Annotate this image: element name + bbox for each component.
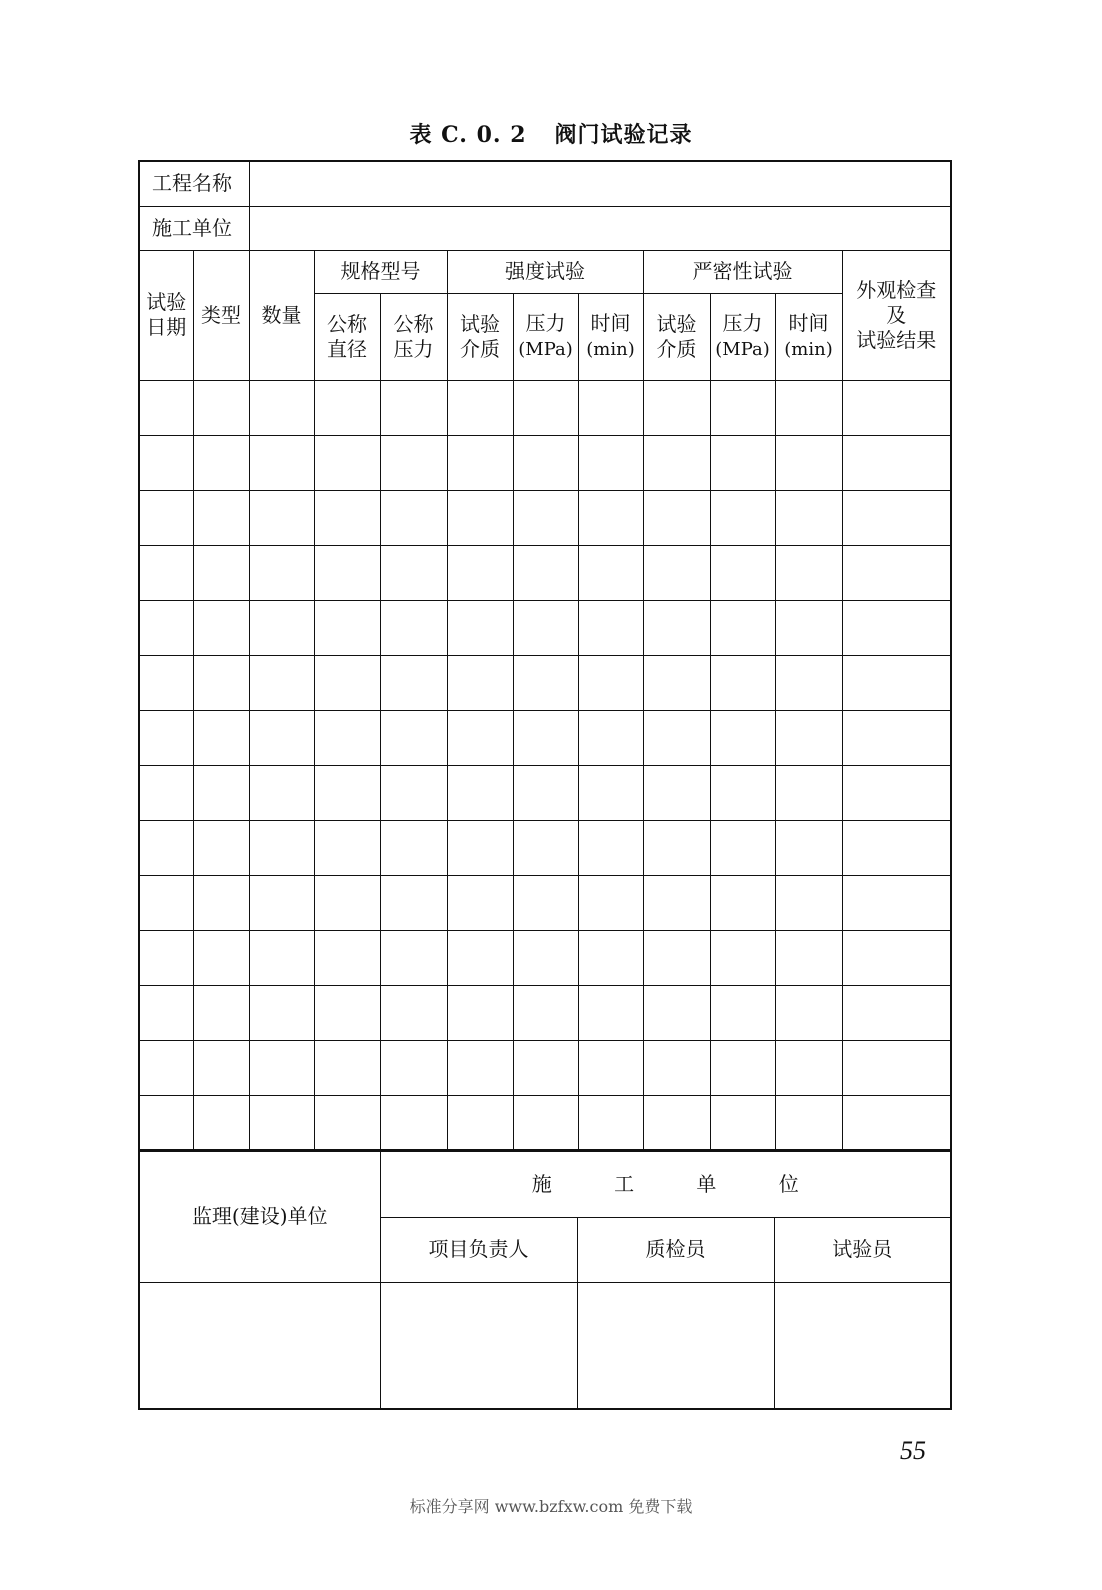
- table-row: [139, 875, 951, 930]
- table-cell[interactable]: [193, 765, 249, 820]
- header-tightness-medium: 试验 介质: [643, 293, 710, 380]
- table-cell[interactable]: [842, 710, 951, 765]
- table-cell[interactable]: [643, 930, 710, 985]
- header-nominal-pressure: 公称 压力: [380, 293, 447, 380]
- table-cell[interactable]: [513, 655, 578, 710]
- table-cell[interactable]: [842, 820, 951, 875]
- table-cell[interactable]: [643, 545, 710, 600]
- table-cell[interactable]: [578, 380, 643, 435]
- project-manager-label: 项目负责人: [380, 1217, 577, 1282]
- table-cell[interactable]: [775, 710, 842, 765]
- table-cell[interactable]: [578, 875, 643, 930]
- table-cell[interactable]: [314, 655, 380, 710]
- header-tightness-time: 时间 (min): [775, 293, 842, 380]
- table-cell[interactable]: [710, 985, 775, 1040]
- table-cell[interactable]: [578, 710, 643, 765]
- header-tightness-test: 严密性试验: [643, 250, 842, 293]
- table-cell[interactable]: [249, 765, 314, 820]
- supervision-unit-label: 监理(建设)单位: [139, 1151, 380, 1282]
- table-cell[interactable]: [314, 1040, 380, 1095]
- table-row: [139, 930, 951, 985]
- table-cell[interactable]: [139, 820, 193, 875]
- table-cell[interactable]: [193, 930, 249, 985]
- table-cell[interactable]: [513, 710, 578, 765]
- table-cell[interactable]: [249, 435, 314, 490]
- table-cell[interactable]: [710, 435, 775, 490]
- header-tightness-pressure: 压力 (MPa): [710, 293, 775, 380]
- table-cell[interactable]: [643, 985, 710, 1040]
- table-cell[interactable]: [380, 380, 447, 435]
- table-cell[interactable]: [447, 820, 513, 875]
- table-cell[interactable]: [380, 765, 447, 820]
- table-cell[interactable]: [193, 490, 249, 545]
- table-cell[interactable]: [249, 930, 314, 985]
- table-cell[interactable]: [193, 545, 249, 600]
- table-cell[interactable]: [193, 380, 249, 435]
- construction-unit-label: 施工单位: [139, 206, 249, 250]
- table-cell[interactable]: [643, 490, 710, 545]
- table-cell[interactable]: [193, 600, 249, 655]
- signature-table: [138, 1150, 952, 1410]
- table-cell[interactable]: [249, 655, 314, 710]
- table-cell[interactable]: [249, 1095, 314, 1150]
- table-cell[interactable]: [193, 985, 249, 1040]
- table-cell[interactable]: [643, 875, 710, 930]
- table-cell[interactable]: [578, 545, 643, 600]
- table-cell[interactable]: [314, 490, 380, 545]
- project-name-row: [139, 161, 951, 206]
- table-cell[interactable]: [643, 820, 710, 875]
- table-cell[interactable]: [193, 820, 249, 875]
- table-cell[interactable]: [513, 765, 578, 820]
- quality-inspector-signature-cell[interactable]: [577, 1282, 774, 1409]
- project-name-value[interactable]: [249, 161, 951, 206]
- table-row: [139, 435, 951, 490]
- table-cell[interactable]: [578, 930, 643, 985]
- table-cell[interactable]: [710, 765, 775, 820]
- table-cell[interactable]: [513, 380, 578, 435]
- table-cell[interactable]: [447, 710, 513, 765]
- table-cell[interactable]: [513, 600, 578, 655]
- table-cell[interactable]: [643, 710, 710, 765]
- table-name: 阀门试验记录: [554, 122, 693, 148]
- table-row: [139, 380, 951, 435]
- table-cell[interactable]: [193, 1040, 249, 1095]
- footer-watermark: 标准分享网 www.bzfxw.com 免费下载: [409, 1497, 693, 1516]
- table-cell[interactable]: [380, 710, 447, 765]
- valve-test-table: [138, 160, 952, 1151]
- header-strength-medium: 试验 介质: [447, 293, 513, 380]
- table-cell[interactable]: [139, 435, 193, 490]
- table-cell[interactable]: [578, 765, 643, 820]
- table-cell[interactable]: [643, 1040, 710, 1095]
- table-cell[interactable]: [842, 1095, 951, 1150]
- table-cell[interactable]: [775, 490, 842, 545]
- header-test-date: 试验 日期: [139, 250, 193, 380]
- header-strength-time: 时间 (min): [578, 293, 643, 380]
- table-cell[interactable]: [775, 985, 842, 1040]
- supervision-signature-cell[interactable]: [139, 1282, 380, 1409]
- table-cell[interactable]: [380, 600, 447, 655]
- table-cell[interactable]: [710, 820, 775, 875]
- table-cell[interactable]: [842, 435, 951, 490]
- table-cell[interactable]: [249, 490, 314, 545]
- table-row: [139, 490, 951, 545]
- table-cell[interactable]: [139, 765, 193, 820]
- table-cell[interactable]: [447, 1040, 513, 1095]
- table-cell[interactable]: [249, 1040, 314, 1095]
- table-cell[interactable]: [249, 600, 314, 655]
- table-cell[interactable]: [314, 545, 380, 600]
- table-cell[interactable]: [447, 655, 513, 710]
- table-cell[interactable]: [842, 1040, 951, 1095]
- table-cell[interactable]: [314, 1095, 380, 1150]
- table-cell[interactable]: [380, 820, 447, 875]
- table-cell[interactable]: [447, 875, 513, 930]
- table-cell[interactable]: [775, 930, 842, 985]
- table-cell[interactable]: [842, 875, 951, 930]
- table-row: [139, 765, 951, 820]
- tester-label: 试验员: [774, 1217, 951, 1282]
- table-cell[interactable]: [643, 765, 710, 820]
- header-strength-test: 强度试验: [447, 250, 643, 293]
- table-cell[interactable]: [513, 930, 578, 985]
- table-cell[interactable]: [314, 600, 380, 655]
- table-row: [139, 545, 951, 600]
- table-cell[interactable]: [380, 435, 447, 490]
- table-cell[interactable]: [139, 930, 193, 985]
- table-row: [139, 985, 951, 1040]
- table-code: 表 C. 0. 2: [409, 122, 527, 148]
- construction-unit-heading: 施 工 单 位: [380, 1151, 951, 1217]
- table-cell[interactable]: [775, 380, 842, 435]
- table-cell[interactable]: [139, 545, 193, 600]
- table-cell[interactable]: [513, 820, 578, 875]
- quality-inspector-label: 质检员: [577, 1217, 774, 1282]
- table-cell[interactable]: [578, 1040, 643, 1095]
- header-nominal-diameter: 公称 直径: [314, 293, 380, 380]
- table-cell[interactable]: [380, 1095, 447, 1150]
- table-cell[interactable]: [249, 710, 314, 765]
- table-cell[interactable]: [578, 820, 643, 875]
- table-cell[interactable]: [710, 1095, 775, 1150]
- header-quantity: 数量: [249, 250, 314, 380]
- table-row: [139, 655, 951, 710]
- page-title: [0, 118, 1102, 149]
- table-cell[interactable]: [139, 380, 193, 435]
- table-cell[interactable]: [775, 1040, 842, 1095]
- table-cell[interactable]: [249, 820, 314, 875]
- table-cell[interactable]: [842, 655, 951, 710]
- table-cell[interactable]: [139, 710, 193, 765]
- table-cell[interactable]: [193, 875, 249, 930]
- table-cell[interactable]: [380, 545, 447, 600]
- tester-signature-cell[interactable]: [774, 1282, 951, 1409]
- table-cell[interactable]: [139, 1040, 193, 1095]
- table-cell[interactable]: [710, 490, 775, 545]
- table-cell[interactable]: [643, 655, 710, 710]
- table-cell[interactable]: [447, 435, 513, 490]
- table-cell[interactable]: [380, 985, 447, 1040]
- table-row: [139, 600, 951, 655]
- table-cell[interactable]: [314, 710, 380, 765]
- header-appearance: 外观检查 及 试验结果: [842, 250, 951, 380]
- header-spec-model: 规格型号: [314, 250, 447, 293]
- table-cell[interactable]: [380, 930, 447, 985]
- table-cell[interactable]: [193, 710, 249, 765]
- table-cell[interactable]: [447, 545, 513, 600]
- table-cell[interactable]: [842, 490, 951, 545]
- table-cell[interactable]: [710, 1040, 775, 1095]
- construction-unit-row: [139, 206, 951, 250]
- construction-unit-value[interactable]: [249, 206, 951, 250]
- table-cell[interactable]: [314, 435, 380, 490]
- table-row: [139, 710, 951, 765]
- table-cell[interactable]: [447, 765, 513, 820]
- table-cell[interactable]: [710, 545, 775, 600]
- table-cell[interactable]: [447, 380, 513, 435]
- table-cell[interactable]: [380, 875, 447, 930]
- table-cell[interactable]: [193, 435, 249, 490]
- project-name-label: 工程名称: [139, 161, 249, 206]
- project-manager-signature-cell[interactable]: [380, 1282, 577, 1409]
- page-number: 55: [900, 1436, 926, 1465]
- table-cell[interactable]: [578, 600, 643, 655]
- table-cell[interactable]: [139, 1095, 193, 1150]
- table-row: [139, 1040, 951, 1095]
- table-cell[interactable]: [775, 1095, 842, 1150]
- table-cell[interactable]: [193, 655, 249, 710]
- table-cell[interactable]: [513, 985, 578, 1040]
- table-cell[interactable]: [139, 490, 193, 545]
- table-cell[interactable]: [775, 655, 842, 710]
- table-cell[interactable]: [447, 490, 513, 545]
- table-cell[interactable]: [249, 380, 314, 435]
- table-cell[interactable]: [643, 1095, 710, 1150]
- header-type: 类型: [193, 250, 249, 380]
- table-cell[interactable]: [775, 875, 842, 930]
- table-cell[interactable]: [710, 655, 775, 710]
- table-cell[interactable]: [513, 490, 578, 545]
- table-cell[interactable]: [249, 985, 314, 1040]
- table-cell[interactable]: [314, 820, 380, 875]
- table-cell[interactable]: [314, 765, 380, 820]
- table-cell[interactable]: [842, 545, 951, 600]
- table-cell[interactable]: [513, 435, 578, 490]
- table-cell[interactable]: [314, 875, 380, 930]
- table-cell[interactable]: [513, 875, 578, 930]
- table-cell[interactable]: [710, 930, 775, 985]
- table-cell[interactable]: [710, 710, 775, 765]
- table-cell[interactable]: [842, 985, 951, 1040]
- table-cell[interactable]: [643, 380, 710, 435]
- table-cell[interactable]: [842, 765, 951, 820]
- table-cell[interactable]: [249, 875, 314, 930]
- table-cell[interactable]: [513, 545, 578, 600]
- table-cell[interactable]: [578, 985, 643, 1040]
- table-cell[interactable]: [775, 820, 842, 875]
- data-rows: [139, 380, 951, 1150]
- table-cell[interactable]: [775, 600, 842, 655]
- header-row-1: [139, 250, 951, 293]
- table-cell[interactable]: [447, 985, 513, 1040]
- table-cell[interactable]: [578, 490, 643, 545]
- table-cell[interactable]: [447, 600, 513, 655]
- table-cell[interactable]: [139, 655, 193, 710]
- header-strength-pressure: 压力 (MPa): [513, 293, 578, 380]
- table-cell[interactable]: [447, 1095, 513, 1150]
- table-cell[interactable]: [643, 600, 710, 655]
- table-cell[interactable]: [643, 435, 710, 490]
- table-cell[interactable]: [314, 380, 380, 435]
- table-cell[interactable]: [710, 875, 775, 930]
- table-cell[interactable]: [447, 930, 513, 985]
- table-cell[interactable]: [380, 655, 447, 710]
- table-cell[interactable]: [710, 600, 775, 655]
- table-cell[interactable]: [578, 435, 643, 490]
- table-cell[interactable]: [139, 600, 193, 655]
- table-cell[interactable]: [139, 875, 193, 930]
- table-cell[interactable]: [775, 435, 842, 490]
- table-row: [139, 820, 951, 875]
- table-cell[interactable]: [842, 930, 951, 985]
- table-cell[interactable]: [578, 655, 643, 710]
- table-cell[interactable]: [249, 545, 314, 600]
- table-cell[interactable]: [513, 1095, 578, 1150]
- table-cell[interactable]: [842, 380, 951, 435]
- table-cell[interactable]: [314, 985, 380, 1040]
- table-cell[interactable]: [139, 985, 193, 1040]
- table-cell[interactable]: [314, 930, 380, 985]
- table-cell[interactable]: [842, 600, 951, 655]
- table-cell[interactable]: [380, 490, 447, 545]
- table-cell[interactable]: [513, 1040, 578, 1095]
- table-cell[interactable]: [380, 1040, 447, 1095]
- table-cell[interactable]: [775, 545, 842, 600]
- table-cell[interactable]: [710, 380, 775, 435]
- table-cell[interactable]: [578, 1095, 643, 1150]
- table-cell[interactable]: [775, 765, 842, 820]
- table-cell[interactable]: [193, 1095, 249, 1150]
- table-row: [139, 1095, 951, 1150]
